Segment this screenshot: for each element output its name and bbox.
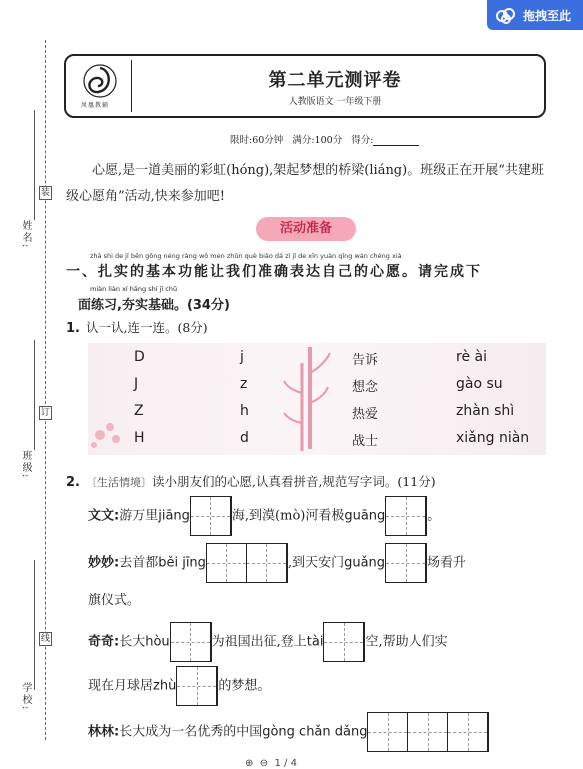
pinyin-prompt: hòu (145, 634, 170, 650)
question-1 (66, 252, 551, 313)
name-blank (34, 110, 35, 220)
time-limit: 限时:60分钟 (230, 135, 284, 146)
logo-text: 凤凰教辅 (81, 102, 110, 109)
row-text: 长大成为一名优秀的中国 (119, 724, 263, 740)
score-label: 得分: (351, 135, 374, 146)
seal-mark-2: 订 (40, 408, 50, 418)
speaker-name: 奇奇: (88, 634, 120, 650)
match-col2-item[interactable]: d (240, 430, 249, 446)
writing-box[interactable] (367, 712, 489, 752)
q1-heading: 一、扎实的基本功能让我们准确表达自己的心愿。请完成下 (66, 264, 482, 280)
match-col1-item[interactable]: J (134, 376, 139, 392)
row-text: 的梦想。 (218, 678, 271, 694)
subquestion-1-text: 认一认,连一连。(8分) (85, 320, 208, 335)
match-col4-item[interactable]: zhàn shì (456, 403, 515, 419)
row-text: 现在月球居 (88, 678, 154, 694)
writing-box[interactable] (206, 543, 288, 583)
writing-row-3-cont (88, 666, 270, 706)
match-col2-item[interactable]: j (240, 349, 244, 365)
subquestion-2-number: 2. (66, 475, 80, 490)
speaker-name: 妙妙: (88, 555, 120, 571)
exam-meta (230, 132, 419, 146)
pinyin-prompt: guǎng (344, 555, 386, 571)
row-text: 场看升 (427, 555, 467, 571)
cloud-icon (495, 6, 517, 24)
writing-row-3 (88, 622, 448, 662)
row-text: 空,帮助人们实 (365, 634, 448, 650)
writing-box[interactable] (385, 496, 427, 536)
subquestion-2-text: 读小朋友们的心愿,认真看拼音,规范写字词。(11分) (151, 474, 436, 489)
writing-row-1 (88, 496, 440, 536)
match-col3-item[interactable]: 告诉 (352, 353, 379, 368)
subquestion-1 (66, 318, 208, 336)
name-label: 姓名: (20, 220, 31, 250)
q1-subheading: 面练习,夯实基础。(34分) (78, 298, 230, 313)
pinyin-prompt: guāng (344, 508, 386, 524)
writing-box[interactable] (176, 666, 218, 706)
pinyin-prompt: gòng chǎn dǎng (262, 724, 368, 740)
seal-mark-1: 装 (40, 188, 50, 198)
match-col1-item[interactable]: Z (134, 403, 144, 419)
drag-drop-badge[interactable] (487, 0, 583, 30)
match-col2-item[interactable]: z (240, 376, 248, 392)
pinyin-prompt: tài (306, 634, 324, 650)
match-col3-item[interactable]: 战士 (352, 434, 379, 449)
row-text: 游万里 (119, 508, 159, 524)
pinyin-prompt: běi jīng (158, 555, 206, 571)
intro-paragraph: 心愿,是一道美丽的彩虹(hóng),架起梦想的桥梁(liáng)。班级正在开展“共建班级心愿角”活动,快来参加吧! (66, 163, 544, 204)
zoom-icon[interactable]: ⊕ (245, 758, 254, 769)
q1-pinyin: zhā shi de jī běn gōng néng ràng wǒ men zhǔn què biǎo dá zì jǐ de xīn yuàn qǐng wán chéng xià (90, 252, 402, 260)
school-blank (34, 560, 35, 690)
match-col3-item[interactable]: 想念 (352, 380, 379, 395)
q1-sub-pinyin: miàn liàn xí hāng shí jī chǔ (90, 285, 178, 293)
row-text: 。 (427, 508, 441, 524)
exam-header (64, 54, 546, 118)
matching-panel (88, 343, 546, 455)
writing-box[interactable] (170, 622, 212, 662)
zoom-out-icon[interactable]: ⊖ (259, 758, 269, 769)
class-label: 班级: (20, 450, 31, 480)
writing-box[interactable] (385, 543, 427, 583)
binding-strip (0, 40, 60, 760)
school-label: 学校: (20, 682, 31, 712)
match-col4-item[interactable]: xiǎng niàn (456, 430, 530, 446)
section-title: 活动准备 (256, 217, 356, 241)
match-col2-item[interactable]: h (240, 403, 249, 419)
match-col1-item[interactable]: H (134, 430, 145, 446)
context-tag: 〔生活情境〕 (85, 476, 152, 489)
drag-badge-label: 拖拽至此 (523, 8, 572, 23)
exam-subtitle: 人教版语文 一年级下册 (288, 97, 382, 107)
writing-row-2 (88, 543, 466, 583)
exam-title: 第二单元测评卷 (268, 70, 402, 91)
subquestion-1-number: 1. (66, 321, 80, 336)
score-blank[interactable] (373, 145, 419, 146)
row-text: ,到天安门 (287, 555, 345, 571)
row-text: 去首都 (119, 555, 159, 571)
match-col1-item[interactable]: D (134, 349, 145, 365)
page-number: 1 / 4 (274, 758, 297, 769)
match-col3-item[interactable]: 热爱 (352, 407, 379, 422)
subquestion-2 (66, 472, 436, 490)
row-text: 海,到漠(mò)河看极 (231, 508, 345, 524)
writing-box[interactable] (190, 496, 232, 536)
row-text: 长大 (119, 634, 146, 650)
writing-box[interactable] (323, 622, 365, 662)
pinyin-prompt: jiāng (158, 508, 190, 524)
row-text: 为祖国出征,登上 (211, 634, 307, 650)
speaker-name: 文文: (88, 508, 120, 524)
page-indicator (245, 758, 297, 769)
writing-row-2-cont: 旗仪式。 (88, 593, 141, 608)
class-blank (34, 340, 35, 450)
pinyin-prompt: zhù (153, 678, 177, 694)
seal-mark-3: 线 (40, 634, 50, 644)
match-col4-item[interactable]: gào su (456, 376, 503, 392)
match-col4-item[interactable]: rè ài (456, 349, 487, 365)
writing-row-4 (88, 712, 489, 752)
speaker-name: 林林: (88, 724, 120, 740)
full-score: 满分:100分 (292, 135, 343, 146)
